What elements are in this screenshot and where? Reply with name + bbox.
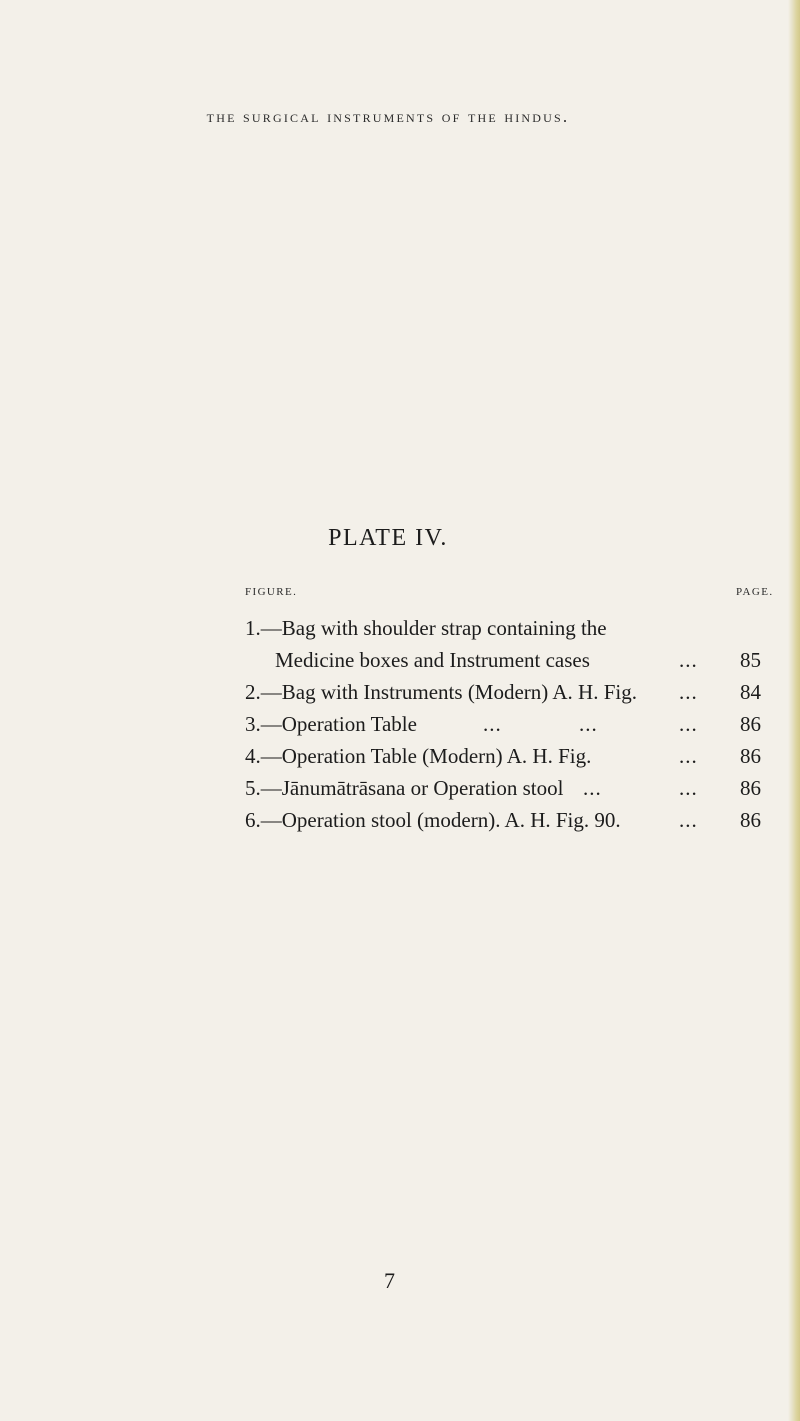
list-item bbox=[245, 740, 765, 772]
leader-dots: ... bbox=[679, 648, 698, 672]
entry-number: 3. bbox=[245, 712, 261, 736]
page-folio: 7 bbox=[384, 1268, 395, 1293]
entry-caption-line: —Operation stool (modern). A. H. Fig. 90. bbox=[260, 808, 621, 832]
entry-number: 2. bbox=[245, 680, 261, 704]
entry-caption-continuation: Medicine boxes and Instrument cases bbox=[275, 648, 590, 672]
entry-caption-line: —Jānumātrāsana or Operation stool bbox=[260, 776, 564, 800]
list-item bbox=[245, 708, 765, 740]
entry-caption-line: —Operation Table bbox=[260, 712, 417, 736]
column-head-page: PAGE. bbox=[736, 586, 774, 598]
entry-page-number: 86 bbox=[740, 776, 761, 800]
page-edge bbox=[788, 0, 800, 1421]
list-item bbox=[245, 612, 765, 676]
entry-caption-line: —Bag with shoulder strap containing the bbox=[260, 616, 607, 640]
leader-dots: ... bbox=[679, 744, 698, 768]
list-item bbox=[245, 804, 765, 836]
column-head-figure: FIGURE. bbox=[245, 586, 298, 598]
entry-number: 5. bbox=[245, 776, 261, 800]
leader-dots: ... bbox=[483, 712, 502, 736]
leader-dots: ... bbox=[679, 776, 698, 800]
entry-page-number: 86 bbox=[740, 712, 761, 736]
plate-title: PLATE IV. bbox=[328, 525, 448, 551]
entry-page-number: 86 bbox=[740, 744, 761, 768]
plate-contents-list bbox=[245, 612, 765, 836]
entry-number: 6. bbox=[245, 808, 261, 832]
entry-text bbox=[245, 676, 637, 708]
leader-dots: ... bbox=[679, 808, 698, 832]
entry-text bbox=[245, 740, 591, 772]
running-head: the surgical instruments of the hindus. bbox=[206, 107, 570, 126]
leader-dots: ... bbox=[679, 680, 698, 704]
entry-caption-line: —Operation Table (Modern) A. H. Fig. bbox=[260, 744, 592, 768]
entry-page-number: 85 bbox=[740, 648, 761, 672]
entry-text bbox=[245, 612, 607, 644]
entry-number: 1. bbox=[245, 616, 261, 640]
leader-dots: ... bbox=[583, 776, 602, 800]
entry-text bbox=[245, 708, 417, 740]
entry-number: 4. bbox=[245, 744, 261, 768]
leader-dots: ... bbox=[679, 712, 698, 736]
list-item bbox=[245, 676, 765, 708]
list-item bbox=[245, 772, 765, 804]
entry-text bbox=[245, 804, 621, 836]
entry-text bbox=[245, 772, 563, 804]
entry-page-number: 86 bbox=[740, 808, 761, 832]
entry-caption-line: —Bag with Instruments (Modern) A. H. Fig. bbox=[260, 680, 637, 704]
leader-dots: ... bbox=[579, 712, 598, 736]
entry-page-number: 84 bbox=[740, 680, 761, 704]
